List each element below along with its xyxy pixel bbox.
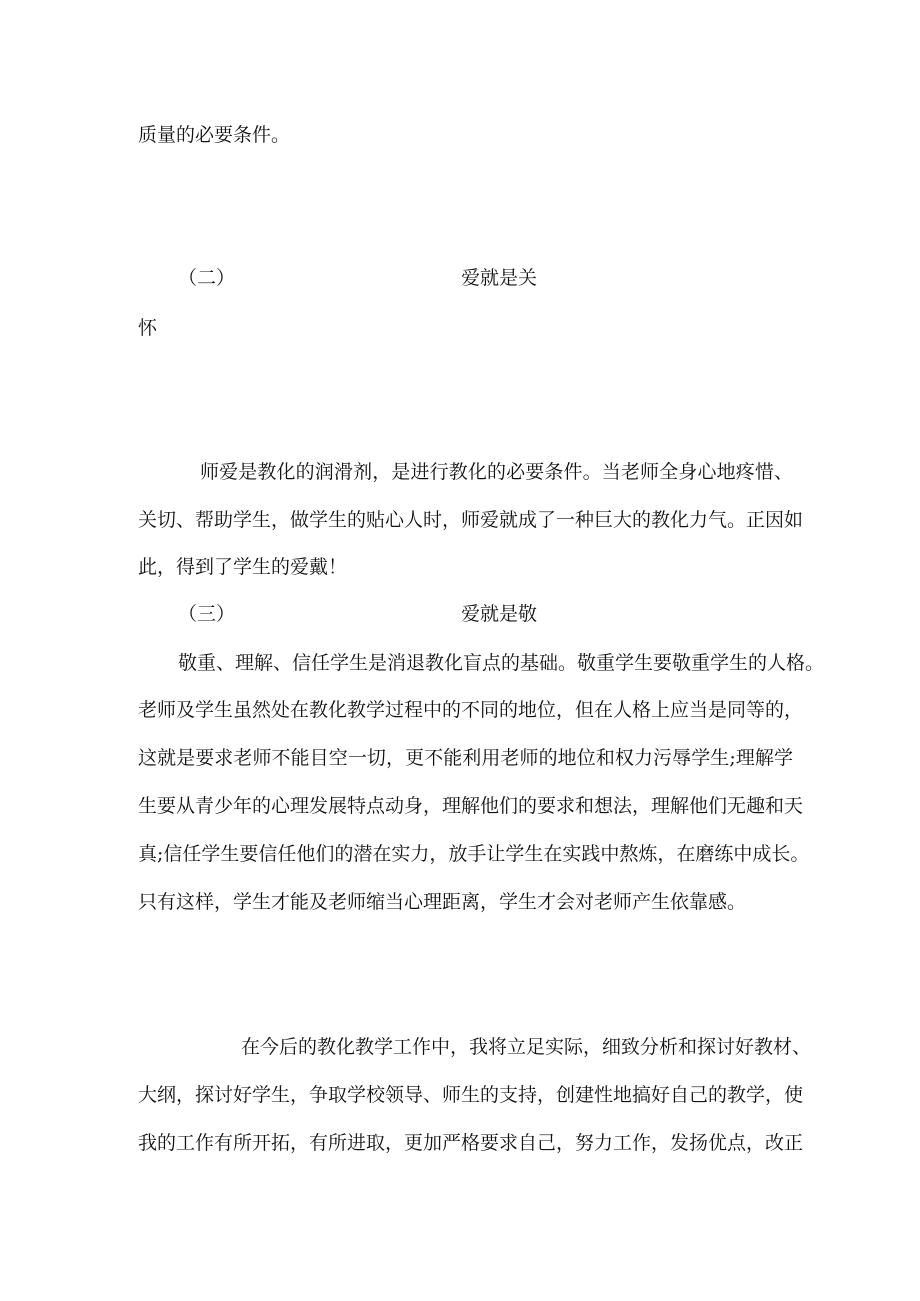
section-2-title: 爱就是关	[461, 267, 538, 289]
section-2-number: （二）	[178, 267, 236, 289]
section-2-line-1: 师爱是教化的润滑剂，是进行教化的必要条件。当老师全身心地疼惜、	[200, 461, 793, 483]
section-3-line-3: 这就是要求老师不能目空一切，更不能利用老师的地位和权力污辱学生;理解学	[138, 747, 793, 769]
section-3-number: （三）	[178, 603, 236, 625]
section-2-line-3: 此，得到了学生的爱戴！	[138, 556, 348, 578]
closing-line-1: 在今后的教化教学工作中，我将立足实际，细致分析和探讨好教材、	[241, 1036, 812, 1058]
closing-line-2: 大纲，探讨好学生，争取学校领导、师生的支持，创建性地搞好自己的教学，使	[138, 1084, 804, 1106]
intro-end-line: 质量的必要条件。	[138, 124, 291, 146]
section-3-title: 爱就是敬	[461, 603, 538, 625]
section-2-line-2: 关切、帮助学生，做学生的贴心人时，师爱就成了一种巨大的教化力气。正因如	[138, 509, 804, 531]
section-3-line-2: 老师及学生虽然处在教化教学过程中的不同的地位，但在人格上应当是同等的，	[138, 699, 804, 721]
section-3-line-6: 只有这样，学生才能及老师缩当心理距离，学生才会对老师产生依靠感。	[138, 891, 747, 913]
closing-line-3: 我的工作有所开拓，有所进取，更加严格要求自己，努力工作，发扬优点，改正	[138, 1132, 804, 1154]
section-3-line-4: 生要从青少年的心理发展特点动身，理解他们的要求和想法，理解他们无趣和天	[138, 795, 804, 817]
section-3-line-5: 真;信任学生要信任他们的潜在实力，放手让学生在实践中熬炼，在磨练中成长。	[138, 843, 810, 865]
section-3-line-1: 敬重、理解、信任学生是消退教化盲点的基础。敬重学生要敬重学生的人格。	[178, 652, 825, 674]
section-2-title-wrap: 怀	[138, 317, 158, 339]
